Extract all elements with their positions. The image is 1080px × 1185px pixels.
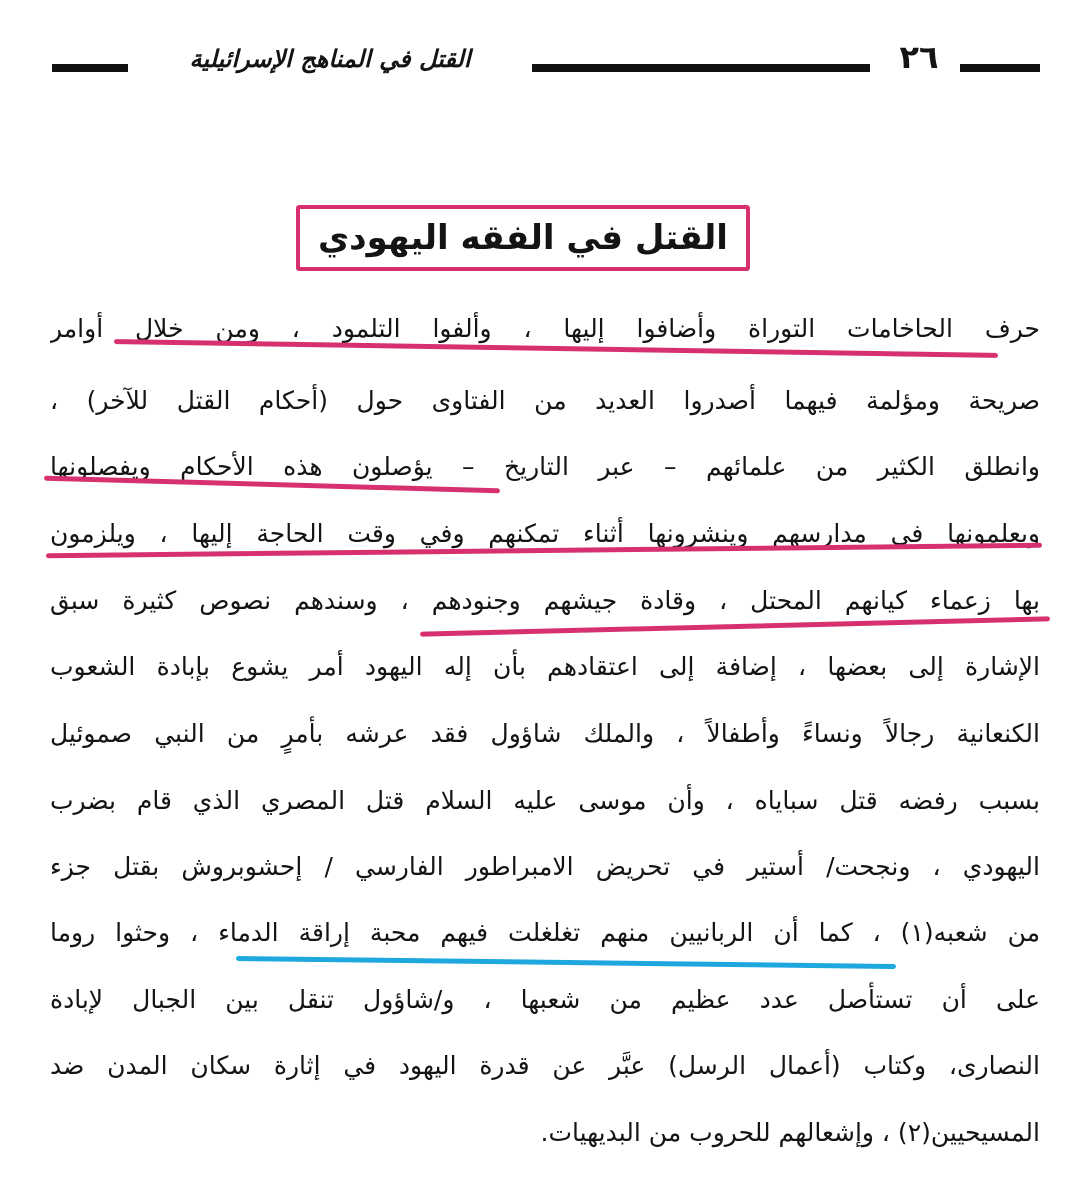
body-line-6: الإشارة إلى بعضها ، إضافة إلى اعتقادهم بأن إله اليهود أمر يشوع بإبادة الشعوب <box>50 652 1040 681</box>
section-heading-box <box>296 205 750 271</box>
body-line-12: النصارى، وكتاب (أعمال الرسل) عبَّر عن قدرة اليهود في إثارة سكان المدن ضد <box>50 1051 1040 1080</box>
header-rule-right <box>960 64 1040 72</box>
body-line-7: الكنعانية رجالاً ونساءً وأطفالاً ، والملك شاؤول فقد عرشه بأمرٍ من النبي صموئيل <box>50 719 1040 748</box>
body-line-4: ويعلمونها في مدارسهم وينشرونها أثناء تمكنهم وفي وقت الحاجة إليها ، ويلزمون <box>50 519 1040 548</box>
body-line-8: بسبب رفضه قتل سباياه ، وأن موسى عليه السلام قتل المصري الذي قام بضرب <box>50 786 1040 815</box>
body-line-10: من شعبه(١) ، كما أن الربانيين منهم تغلغلت فيهم محبة إراقة الدماء ، وحثوا روما <box>50 918 1040 947</box>
body-line-3: وانطلق الكثير من علمائهم – عبر التاريخ – يؤصلون هذه الأحكام ويفصلونها <box>50 452 1040 481</box>
body-line-13: المسيحيين(٢) ، وإشعالهم للحروب من البديهيات. <box>540 1118 1040 1147</box>
body-line-9: اليهودي ، ونجحت/ أستير في تحريض الامبراطور الفارسي / إحشوبروش بقتل جزء <box>50 852 1040 881</box>
header-rule-middle <box>532 64 870 72</box>
body-line-5: بها زعماء كيانهم المحتل ، وقادة جيشهم وجنودهم ، وسندهم نصوص كثيرة سبق <box>50 586 1040 615</box>
body-line-2: صريحة ومؤلمة فيهما أصدروا العديد من الفتاوى حول (أحكام القتل للآخر) ، <box>50 386 1040 415</box>
header-rule-left <box>52 64 128 72</box>
body-line-11: على أن تستأصل عدد عظيم من شعبها ، و/شاؤول تنقل بين الجبال لإبادة <box>50 985 1040 1014</box>
running-title: القتل في المناهج الإسرائيلية <box>189 45 471 73</box>
page-number: ٢٦ <box>899 38 939 76</box>
blue-underline-mark <box>236 956 896 969</box>
section-heading: القتل في الفقه اليهودي <box>318 218 728 258</box>
body-line-1: حرف الحاخامات التوراة وأضافوا إليها ، وألفوا التلمود ، ومن خلال أوامر <box>50 314 1040 343</box>
